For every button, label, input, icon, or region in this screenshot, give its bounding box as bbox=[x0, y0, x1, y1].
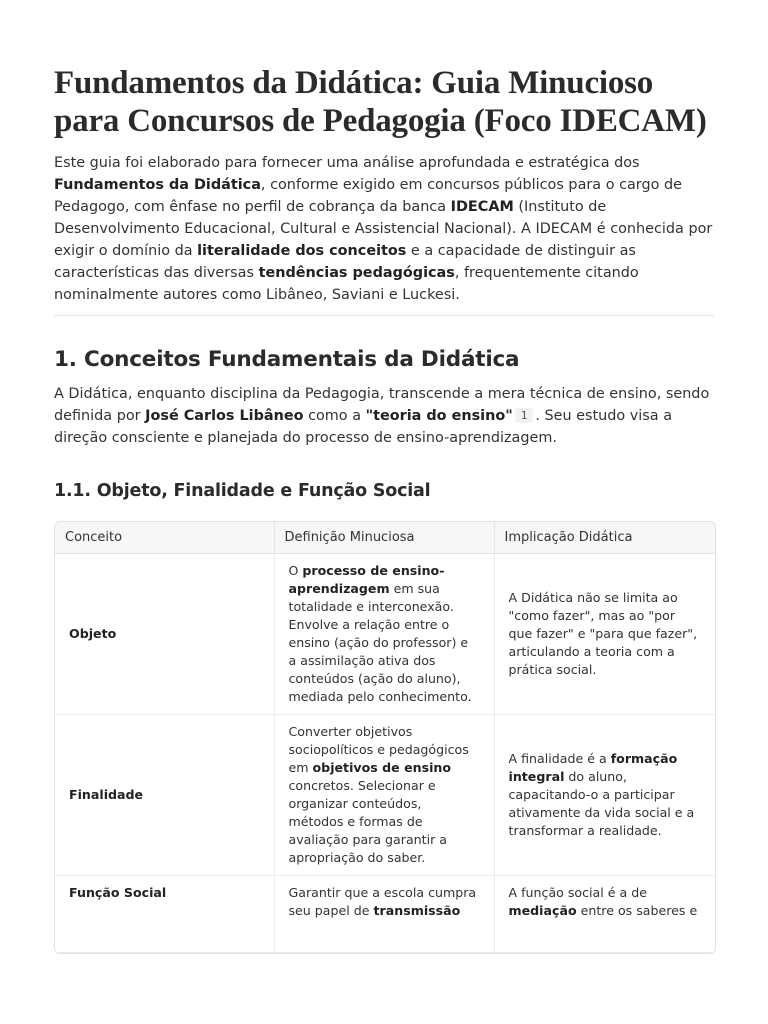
definition-cell bbox=[274, 554, 494, 715]
section-paragraph bbox=[54, 383, 714, 449]
column-header-concept: Conceito bbox=[55, 522, 274, 554]
column-header-implication: Implicação Didática bbox=[494, 522, 715, 554]
section-text-1: A Didática, enquanto disciplina da Pedagogia, transcende a mera técnica de ensino, sendo definida por bbox=[54, 386, 710, 424]
definition-cell bbox=[274, 715, 494, 876]
cell-text: Converter objetivos sociopolíticos e pedagógicos em bbox=[288, 724, 469, 775]
cell-text: entre os saberes e bbox=[576, 903, 698, 918]
intro-bold-2: IDECAM bbox=[450, 199, 514, 215]
cell-text: A Didática não se limita ao "como fazer", mas ao "por que fazer" e "para que fazer", articulando a teoria com a prática social. bbox=[508, 590, 698, 677]
intro-paragraph bbox=[54, 152, 714, 306]
cell-text: A função social é a de bbox=[508, 885, 647, 900]
cell-text: O bbox=[288, 563, 303, 578]
table-row bbox=[55, 876, 715, 953]
divider bbox=[54, 315, 714, 316]
cell-bold: mediação bbox=[508, 903, 577, 918]
concept-cell: Função Social bbox=[55, 876, 274, 953]
intro-text-3: (Instituto de Desenvolvimento Educacional, Cultural e Assistencial Nacional). A IDECAM é conhecida por exigir o domínio da bbox=[54, 199, 713, 259]
intro-bold-1: Fundamentos da Didática bbox=[54, 177, 261, 193]
column-header-definition: Definição Minuciosa bbox=[274, 522, 494, 554]
cell-text: do aluno, capacitando-o a participar ativamente da vida social e a transformar a realidade. bbox=[508, 769, 695, 838]
cell-bold: objetivos de ensino bbox=[312, 760, 452, 775]
concepts-table bbox=[54, 521, 716, 954]
intro-text-1: Este guia foi elaborado para fornecer uma análise aprofundada e estratégica dos bbox=[54, 155, 640, 171]
document-page bbox=[54, 64, 714, 954]
section-heading: 1. Conceitos Fundamentais da Didática bbox=[54, 347, 520, 372]
citation-badge[interactable]: 1 bbox=[515, 408, 534, 423]
concept-cell: Objeto bbox=[55, 554, 274, 715]
table-row bbox=[55, 554, 715, 715]
cell-bold: formação integral bbox=[508, 751, 678, 784]
intro-bold-3: literalidade dos conceitos bbox=[197, 243, 407, 259]
table-header-row bbox=[55, 522, 715, 554]
cell-text: em sua totalidade e interconexão. Envolve a relação entre o ensino (ação do professor) e a assimilação ativa dos conteúdos (ação do aluno), mediada pelo conhecimento. bbox=[288, 581, 472, 704]
concept-cell: Finalidade bbox=[55, 715, 274, 876]
cell-text: Garantir que a escola cumpra seu papel de bbox=[288, 885, 477, 918]
intro-bold-4: tendências pedagógicas bbox=[258, 265, 455, 281]
cell-bold: transmissão bbox=[373, 903, 461, 918]
cell-text: concretos. Selecionar e organizar conteúdos, métodos e formas de avaliação para garantir a apropriação do saber. bbox=[288, 778, 447, 865]
implication-cell bbox=[494, 715, 715, 876]
implication-cell bbox=[494, 876, 715, 953]
page-title: Fundamentos da Didática: Guia Minucioso para Concursos de Pedagogia (Foco IDECAM) bbox=[54, 65, 707, 139]
definition-cell bbox=[274, 876, 494, 953]
section-text-3: . Seu estudo visa a direção consciente e planejada do processo de ensino-aprendizagem. bbox=[54, 408, 673, 446]
intro-text-4: e a capacidade de distinguir as características das diversas bbox=[54, 243, 636, 281]
intro-text-2: , conforme exigido em concursos públicos para o cargo de Pedagogo, com ênfase no perfil de cobrança da banca bbox=[54, 177, 682, 215]
section-bold-2: "teoria do ensino" bbox=[365, 408, 513, 424]
implication-cell bbox=[494, 554, 715, 715]
table-row bbox=[55, 715, 715, 876]
cell-text: A finalidade é a bbox=[508, 751, 611, 766]
intro-text-5: , frequentemente citando nominalmente autores como Libâneo, Saviani e Luckesi. bbox=[54, 265, 639, 303]
subsection-heading: 1.1. Objeto, Finalidade e Função Social bbox=[54, 481, 431, 501]
section-text-2: como a bbox=[303, 408, 366, 424]
cell-bold: processo de ensino-aprendizagem bbox=[288, 563, 445, 596]
section-bold-1: José Carlos Libâneo bbox=[145, 408, 304, 424]
